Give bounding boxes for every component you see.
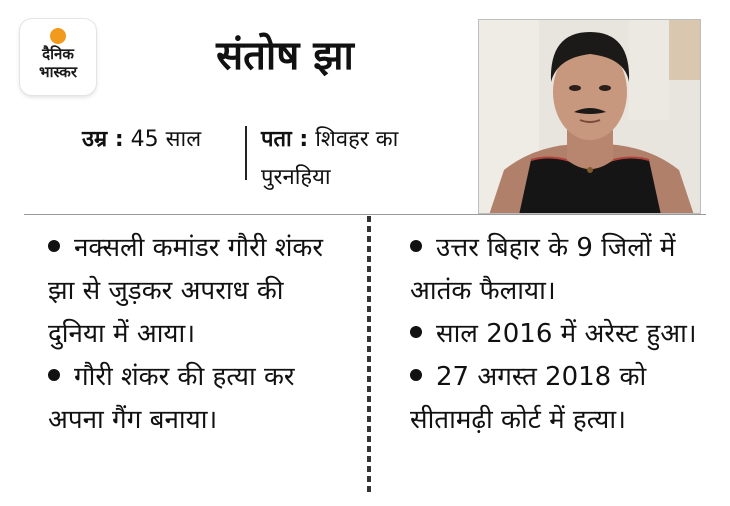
address-value: शिवहर का पुरनहिया xyxy=(261,127,399,190)
address-row xyxy=(261,121,456,197)
dainik-bhaskar-logo xyxy=(20,19,96,95)
logo-text-line1: दैनिक xyxy=(42,45,74,63)
age-label: उम्र : xyxy=(82,127,124,152)
info-divider xyxy=(245,126,247,180)
age-row xyxy=(82,124,201,156)
bullet-icon xyxy=(48,240,60,252)
bullet-icon xyxy=(410,326,422,338)
fact-item xyxy=(410,227,710,313)
facts-right-column xyxy=(410,227,710,442)
logo-sun-icon xyxy=(50,28,66,44)
logo-text-line2: भास्कर xyxy=(39,63,77,81)
fact-text: गौरी शंकर की हत्या कर अपना गैंग बनाया। xyxy=(48,362,295,435)
fact-item xyxy=(48,356,348,442)
fact-item xyxy=(410,356,710,442)
bullet-icon xyxy=(410,240,422,252)
fact-text: नक्सली कमांडर गौरी शंकर झा से जुड़कर अपराध की दुनिया में आया। xyxy=(48,233,323,349)
column-dashed-divider xyxy=(367,216,371,494)
bullet-icon xyxy=(410,369,422,381)
section-divider xyxy=(24,214,706,215)
profile-name: संतोष झा xyxy=(216,33,354,79)
age-value: 45 साल xyxy=(130,127,202,152)
address-label: पता : xyxy=(261,127,309,152)
fact-item xyxy=(48,227,348,356)
bullet-icon xyxy=(48,369,60,381)
fact-text: साल 2016 में अरेस्ट हुआ। xyxy=(436,319,697,349)
fact-text: 27 अगस्त 2018 को सीतामढ़ी कोर्ट में हत्या। xyxy=(410,362,647,435)
facts-left-column xyxy=(48,227,348,442)
fact-text: उत्तर बिहार के 9 जिलों में आतंक फैलाया। xyxy=(410,233,676,306)
fact-item xyxy=(410,313,710,356)
portrait-photo xyxy=(478,19,701,214)
